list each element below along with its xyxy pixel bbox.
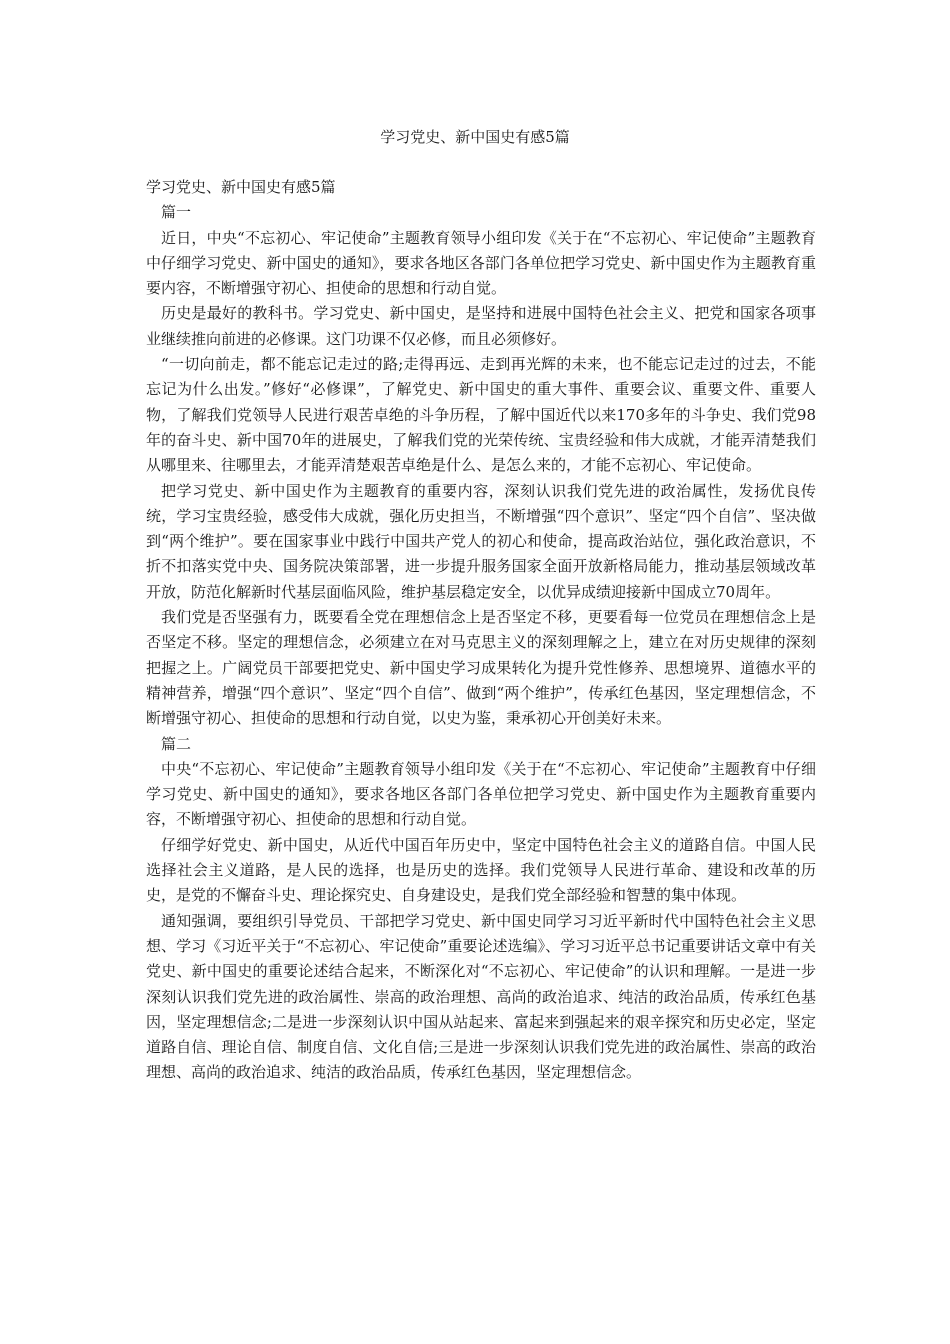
paragraph: “一切向前走，都不能忘记走过的路;走得再远、走到再光辉的未来，也不能忘记走过的过去，不能忘记为什么出发。”修好“必修课”，了解党史、新中国史的重大事件、重要会议、重要文件、重要人物，了解我们党领导人民进行艰苦卓绝的斗争历程，了解中国近代以来170多年的斗争史、我们党98年的奋斗史、新中国70年的进展史，了解我们党的光荣传统、宝贵经验和伟大成就，才能弄清楚我们从哪里来、往哪里去，才能弄清楚艰苦卓绝是什么、是怎么来的，才能不忘初心、牢记使命。 <box>146 355 816 475</box>
paragraph: 近日，中央“不忘初心、牢记使命”主题教育领导小组印发《关于在“不忘初心、牢记使命”主题教育中仔细学习党史、新中国史的通知》，要求各地区各部门各单位把学习党史、新中国史作为主题教育重要内容，不断增强守初心、担使命的思想和行动自觉。 <box>146 228 816 298</box>
paragraph: 历史是最好的教科书。学习党史、新中国史，是坚持和进展中国特色社会主义、把党和国家各项事业继续推向前进的必修课。这门功课不仅必修，而且必须修好。 <box>146 304 816 348</box>
document-body <box>146 175 816 1086</box>
paragraph: 通知强调，要组织引导党员、干部把学习党史、新中国史同学习习近平新时代中国特色社会主义思想、学习《习近平关于“不忘初心、牢记使命”重要论述选编》、学习习近平总书记重要讲话文章中有关党史、新中国史的重要论述结合起来，不断深化对“不忘初心、牢记使命”的认识和理解。一是进一步深刻认识我们党先进的政治属性、崇高的政治理想、高尚的政治追求、纯洁的政治品质，传承红色基因，坚定理想信念;二是进一步深刻认识中国从站起来、富起来到强起来的艰辛探究和历史必定，坚定道路自信、理论自信、制度自信、文化自信;三是进一步深刻认识我们党先进的政治属性、崇高的政治理想、高尚的政治追求、纯洁的政治品质，传承红色基因，坚定理想信念。 <box>146 911 816 1082</box>
paragraph: 中央“不忘初心、牢记使命”主题教育领导小组印发《关于在“不忘初心、牢记使命”主题教育中仔细学习党史、新中国史的通知》，要求各地区各部门各单位把学习党史、新中国史作为主题教育重要内容，不断增强守初心、担使命的思想和行动自觉。 <box>146 759 816 829</box>
document-subtitle: 学习党史、新中国史有感5篇 <box>146 178 336 196</box>
paragraph: 仔细学好党史、新中国史，从近代中国百年历史中，坚定中国特色社会主义的道路自信。中国人民选择社会主义道路，是人民的选择，也是历史的选择。我们党领导人民进行革命、建设和改革的历史，是党的不懈奋斗史、理论探究史、自身建设史，是我们党全部经验和智慧的集中体现。 <box>146 835 816 905</box>
paragraph: 我们党是否坚强有力，既要看全党在理想信念上是否坚定不移，更要看每一位党员在理想信念上是否坚定不移。坚定的理想信念，必须建立在对马克思主义的深刻理解之上，建立在对历史规律的深刻把握之上。广阔党员干部要把党史、新中国史学习成果转化为提升党性修养、思想境界、道德水平的精神营养，增强“四个意识”、坚定“四个自信”、做到“两个维护”，传承红色基因，坚定理想信念，不断增强守初心、担使命的思想和行动自觉，以史为鉴，秉承初心开创美好未来。 <box>146 608 816 728</box>
paragraph: 把学习党史、新中国史作为主题教育的重要内容，深刻认识我们党先进的政治属性，发扬优良传统，学习宝贵经验，感受伟大成就，强化历史担当，不断增强“四个意识”、坚定“四个自信”、坚决做到“两个维护”。要在国家事业中践行中国共产党人的初心和使命，提高政治站位，强化政治意识，不折不扣落实党中央、国务院决策部署，进一步提升服务国家全面开放新格局能力，推动基层领域改革开放，防范化解新时代基层面临风险，维护基层稳定安全，以优异成绩迎接新中国成立70周年。 <box>146 481 816 601</box>
document-title: 学习党史、新中国史有感5篇 <box>380 128 570 146</box>
section-heading-2: 篇二 <box>161 734 192 753</box>
section-heading-1: 篇一 <box>161 203 192 222</box>
